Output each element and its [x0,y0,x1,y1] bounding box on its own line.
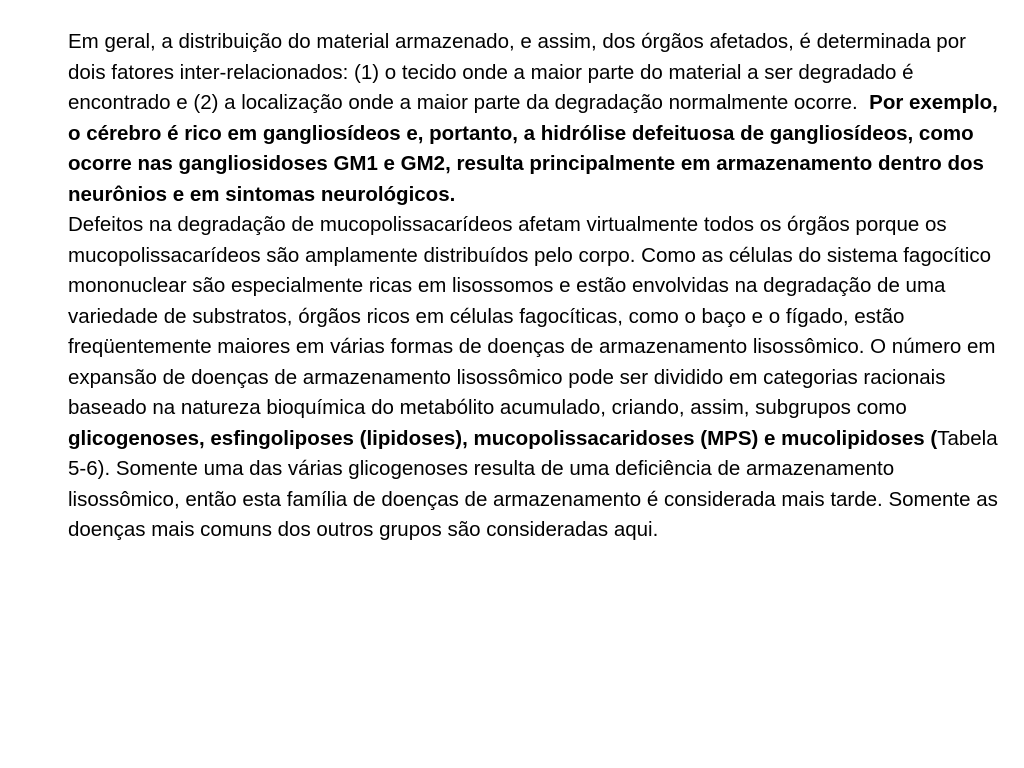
text-segment-brain-example: Por exemplo, o cérebro é rico em gangliosídeos e, portanto, a hidrólise defeituosa de gangliosídeos, como ocorre nas gangliosidoses GM1 e GM2, resulta principalmente em armazenamento dentro dos neurônios e em sintomas neurológicos. [68,91,998,206]
text-segment-conclusion: Tabela 5-6). Somente uma das várias glicogenoses resulta de uma deficiência de armazenamento lisossômico, então esta família de doenças de armazenamento é considerada mais tarde. Somente as doenças mais comuns dos outros grupos são consideradas aqui. [68,426,998,541]
body-text [68,27,998,546]
text-segment-intro: Em geral, a distribuição do material armazenado, e assim, dos órgãos afetados, é determinada por dois fatores inter-relacionados: (1) o tecido onde a maior parte do material a ser degradado é encontrado e (2) a localização onde a maior parte da degradação normalmente ocorre. [68,30,966,114]
slide-content [68,27,998,546]
text-segment-mucopolysaccharides: Defeitos na degradação de mucopolissacarídeos afetam virtualmente todos os órgãos porque os mucopolissacarídeos são amplamente distribuídos pelo corpo. Como as células do sistema fagocítico mononuclear são especialmente ricas em lisossomos e estão envolvidas na degradação de uma variedade de substratos, órgãos ricos em células fagocíticas, como o baço e o fígado, estão freqüentemente maiores em várias formas de doenças de armazenamento lisossômico. O número em expansão de doenças de armazenamento lisossômico pode ser dividido em categorias racionais baseado na natureza bioquímica do metabólito acumulado, criando, assim, subgrupos como [68,213,996,419]
text-segment-disease-groups: glicogenoses, esfingoliposes (lipidoses), mucopolissacaridoses (MPS) e mucolipidoses ( [68,426,938,450]
